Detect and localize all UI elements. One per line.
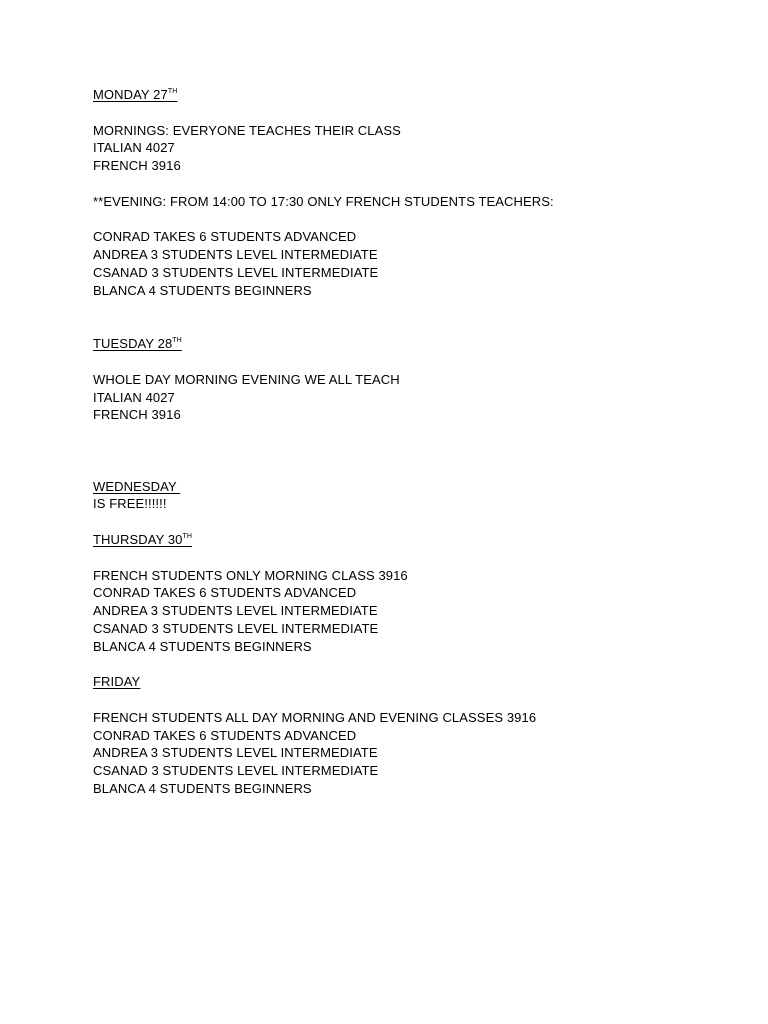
spacer [93, 300, 713, 318]
spacer [93, 211, 713, 229]
thursday-heading-label: THURSDAY 30 [93, 531, 183, 547]
thursday-intro: FRENCH STUDENTS ONLY MORNING CLASS 3916 [93, 567, 408, 583]
friday-heading-text: FRIDAY [93, 674, 141, 690]
monday-teacher-line: ANDREA 3 STUDENTS LEVEL INTERMEDIATE [93, 247, 378, 263]
wednesday-note: IS FREE!!!!!! [93, 496, 167, 512]
spacer [93, 104, 713, 122]
friday-heading [93, 673, 713, 691]
spacer [93, 549, 713, 567]
friday-teacher-line: BLANCA 4 STUDENTS BEGINNERS [93, 781, 312, 797]
thursday-teacher-line: CSANAD 3 STUDENTS LEVEL INTERMEDIATE [93, 620, 379, 636]
thursday-heading [93, 531, 713, 549]
spacer [93, 424, 713, 442]
spacer [93, 513, 713, 531]
thursday-teacher-line: CONRAD TAKES 6 STUDENTS ADVANCED [93, 585, 357, 601]
monday-teacher-line: CSANAD 3 STUDENTS LEVEL INTERMEDIATE [93, 264, 379, 280]
monday-french: FRENCH 3916 [93, 158, 181, 174]
thursday-heading-text [93, 532, 192, 547]
monday-italian: ITALIAN 4027 [93, 140, 175, 156]
friday-teacher-line: CSANAD 3 STUDENTS LEVEL INTERMEDIATE [93, 763, 379, 779]
tuesday-heading-text [93, 336, 182, 351]
wednesday-heading-text: WEDNESDAY [93, 478, 181, 494]
spacer [93, 460, 713, 478]
monday-heading-label: MONDAY 27 [93, 87, 168, 102]
spacer [93, 442, 713, 460]
monday-teacher-line: CONRAD TAKES 6 STUDENTS ADVANCED [93, 229, 357, 245]
monday-teacher-line: BLANCA 4 STUDENTS BEGINNERS [93, 282, 312, 298]
spacer [93, 317, 713, 335]
document-body [93, 86, 713, 798]
thursday-heading-suffix: TH [182, 532, 193, 540]
spacer [93, 656, 713, 674]
tuesday-heading-suffix: TH [172, 337, 182, 345]
monday-heading [93, 86, 713, 104]
monday-heading-text [93, 87, 177, 102]
tuesday-italian: ITALIAN 4027 [93, 389, 175, 405]
spacer [93, 691, 713, 709]
wednesday-heading [93, 478, 713, 496]
friday-intro: FRENCH STUDENTS ALL DAY MORNING AND EVENING CLASSES 3916 [93, 709, 537, 725]
spacer [93, 175, 713, 193]
monday-evening: **EVENING: FROM 14:00 TO 17:30 ONLY FRENCH STUDENTS TEACHERS: [93, 193, 554, 209]
spacer [93, 353, 713, 371]
thursday-teacher-line: ANDREA 3 STUDENTS LEVEL INTERMEDIATE [93, 603, 378, 619]
monday-heading-suffix: TH [167, 88, 178, 95]
friday-teacher-line: ANDREA 3 STUDENTS LEVEL INTERMEDIATE [93, 745, 378, 761]
thursday-teacher-line: BLANCA 4 STUDENTS BEGINNERS [93, 638, 312, 654]
tuesday-whole-day: WHOLE DAY MORNING EVENING WE ALL TEACH [93, 371, 400, 387]
tuesday-french: FRENCH 3916 [93, 407, 181, 423]
monday-mornings: MORNINGS: EVERYONE TEACHES THEIR CLASS [93, 122, 401, 138]
friday-teacher-line: CONRAD TAKES 6 STUDENTS ADVANCED [93, 727, 357, 743]
tuesday-heading [93, 335, 713, 353]
tuesday-heading-label: TUESDAY 28 [93, 336, 173, 352]
